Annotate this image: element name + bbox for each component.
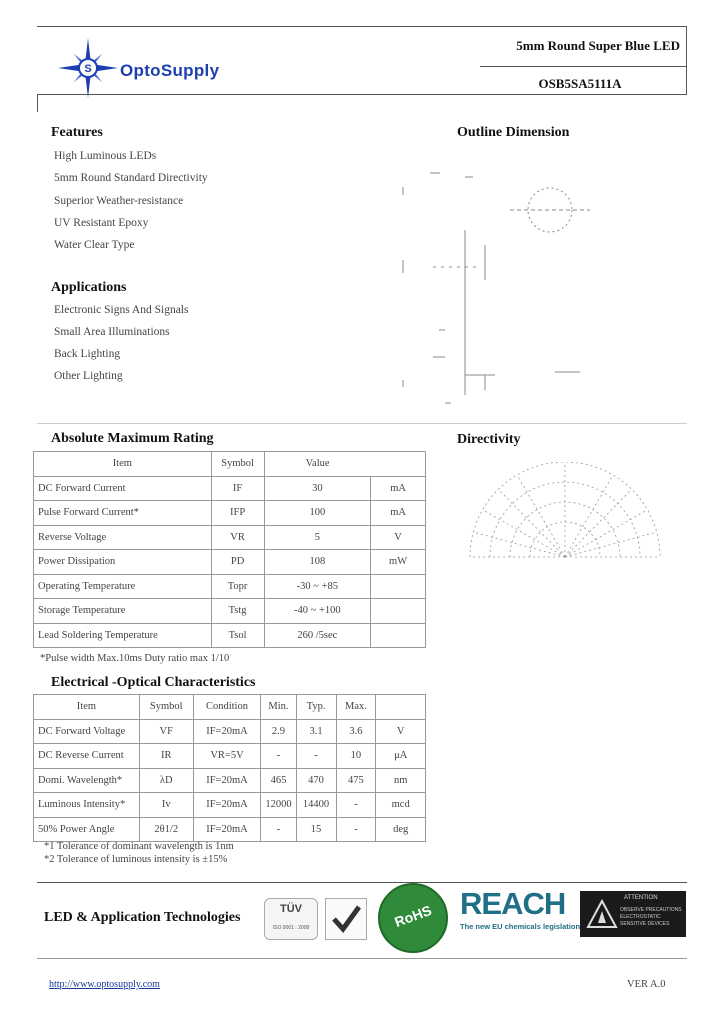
symbol-cell: IF [211, 476, 264, 501]
checkmark-icon [326, 899, 366, 939]
esd-attention-badge [580, 891, 686, 937]
symbol-cell: PD [211, 550, 264, 575]
table-row [34, 793, 426, 818]
features-list [54, 150, 208, 261]
attention-title: ATTENTION [624, 895, 658, 901]
feature-item: UV Resistant Epoxy [54, 216, 149, 229]
symbol-cell: Tsol [211, 623, 264, 648]
unit-cell: deg [376, 817, 426, 842]
item-cell: Power Dissipation [34, 550, 212, 575]
electro-optical-table [33, 694, 426, 842]
item-cell: 50% Power Angle [34, 817, 140, 842]
item-cell: DC Forward Voltage [34, 719, 140, 744]
table-row [34, 744, 426, 769]
logo [58, 38, 118, 98]
typ-cell: 470 [296, 768, 336, 793]
table-row [34, 768, 426, 793]
esd-warning-icon [586, 899, 618, 929]
unit-cell: mcd [376, 793, 426, 818]
rohs-text: RoHS [392, 901, 434, 931]
reach-badge [460, 886, 581, 938]
column-header: Value [264, 452, 371, 477]
item-cell: Pulse Forward Current* [34, 501, 212, 526]
item-cell: DC Reverse Current [34, 744, 140, 769]
directivity-polar-chart [465, 462, 665, 567]
table-row [34, 525, 426, 550]
value-cell: 30 [264, 476, 371, 501]
symbol-cell: IFP [211, 501, 264, 526]
column-header: Max. [336, 695, 376, 720]
table-row [34, 599, 426, 624]
unit-cell: mA [371, 476, 426, 501]
min-cell: 12000 [261, 793, 296, 818]
electro-optical-footnote-1: *1 Tolerance of dominant wavelength is 1nm [44, 841, 234, 852]
max-cell: - [336, 793, 376, 818]
version-label: VER A.0 [627, 979, 666, 990]
absolute-max-heading: Absolute Maximum Rating [51, 431, 214, 446]
table-row [34, 550, 426, 575]
typ-cell: - [296, 744, 336, 769]
feature-item: Water Clear Type [54, 239, 135, 252]
item-cell: Domi. Wavelength* [34, 768, 140, 793]
condition-cell: VR=5V [193, 744, 261, 769]
application-item: Back Lighting [54, 348, 121, 360]
absolute-max-footnote: *Pulse width Max.10ms Duty ratio max 1/10 [40, 653, 230, 664]
table-row [34, 817, 426, 842]
company-line: LED & Application Technologies [44, 910, 241, 925]
item-cell: Storage Temperature [34, 599, 212, 624]
min-cell: - [261, 817, 296, 842]
feature-item: 5mm Round Standard Directivity [54, 172, 208, 185]
feature-item: Superior Weather-resistance [54, 194, 184, 207]
header-left-border [37, 94, 38, 112]
attention-line: OBSERVE PRECAUTIONS [620, 907, 682, 913]
application-item: Other Lighting [54, 370, 123, 382]
unit-cell: nm [376, 768, 426, 793]
column-header: Item [34, 452, 212, 477]
header-divider-top [37, 26, 687, 27]
condition-cell: IF=20mA [193, 768, 261, 793]
brand-name: OptoSupply [120, 61, 220, 80]
item-cell: Reverse Voltage [34, 525, 212, 550]
unit-cell: mW [371, 550, 426, 575]
header-right-border [686, 26, 687, 94]
features-heading: Features [51, 125, 103, 140]
reach-title: REACH [460, 886, 566, 921]
value-cell: 100 [264, 501, 371, 526]
table-row [34, 476, 426, 501]
unit-cell: μA [376, 744, 426, 769]
condition-cell: IF=20mA [193, 719, 261, 744]
footer-rule-bottom [37, 958, 687, 959]
rohs-badge [378, 883, 448, 953]
outline-heading: Outline Dimension [457, 125, 570, 140]
item-cell: Luminous Intensity* [34, 793, 140, 818]
symbol-cell: Tstg [211, 599, 264, 624]
table-row [34, 719, 426, 744]
tuv-brand: TÜV [280, 903, 302, 915]
symbol-cell: VF [139, 719, 193, 744]
website-link[interactable]: http://www.optosupply.com [49, 979, 160, 990]
section-divider [37, 423, 687, 424]
part-number: OSB5SA5111A [538, 76, 622, 91]
value-cell: 108 [264, 550, 371, 575]
symbol-cell: Iv [139, 793, 193, 818]
condition-cell: IF=20mA [193, 817, 261, 842]
unit-cell [371, 574, 426, 599]
unit-cell: V [371, 525, 426, 550]
symbol-cell: λD [139, 768, 193, 793]
feature-item: High Luminous LEDs [54, 150, 157, 162]
value-cell: 5 [264, 525, 371, 550]
value-cell: -30 ~ +85 [264, 574, 371, 599]
attention-line: ELECTROSTATIC [620, 914, 661, 920]
absolute-max-table [33, 451, 426, 648]
quality-check-badge [325, 898, 367, 940]
directivity-heading: Directivity [457, 432, 521, 447]
reach-subtitle: The new EU chemicals legislation [460, 922, 581, 931]
min-cell: 2.9 [261, 719, 296, 744]
max-cell: - [336, 817, 376, 842]
application-item: Electronic Signs And Signals [54, 304, 189, 316]
typ-cell: 14400 [296, 793, 336, 818]
table-header-row [34, 452, 426, 477]
outline-drawing [395, 165, 595, 410]
item-cell: Operating Temperature [34, 574, 212, 599]
electro-optical-footnote-2: *2 Tolerance of luminous intensity is ±15% [44, 854, 228, 865]
typ-cell: 3.1 [296, 719, 336, 744]
logo-star-icon [58, 38, 118, 98]
symbol-cell: VR [211, 525, 264, 550]
item-cell: Lead Soldering Temperature [34, 623, 212, 648]
column-header: Symbol [211, 452, 264, 477]
svg-text:S: S [84, 63, 92, 75]
header-rule [480, 66, 687, 67]
unit-cell: V [376, 719, 426, 744]
unit-cell [371, 623, 426, 648]
value-cell: -40 ~ +100 [264, 599, 371, 624]
max-cell: 475 [336, 768, 376, 793]
footer-rule [37, 882, 687, 883]
column-header: Condition [193, 695, 261, 720]
column-header: Typ. [296, 695, 336, 720]
electro-optical-heading: Electrical -Optical Characteristics [51, 675, 256, 690]
product-title: 5mm Round Super Blue LED [516, 38, 680, 53]
symbol-cell: Topr [211, 574, 264, 599]
typ-cell: 15 [296, 817, 336, 842]
unit-cell: mA [371, 501, 426, 526]
unit-cell [371, 599, 426, 624]
table-row [34, 501, 426, 526]
table-row [34, 623, 426, 648]
table-header-row [34, 695, 426, 720]
attention-line: SENSITIVE DEVICES [620, 921, 670, 927]
symbol-cell: IR [139, 744, 193, 769]
column-header: Item [34, 695, 140, 720]
column-header [376, 695, 426, 720]
max-cell: 3.6 [336, 719, 376, 744]
column-header [371, 452, 426, 477]
min-cell: 465 [261, 768, 296, 793]
tuv-text: ISO 9001 : 2008 [272, 925, 310, 931]
min-cell: - [261, 744, 296, 769]
column-header: Symbol [139, 695, 193, 720]
condition-cell: IF=20mA [193, 793, 261, 818]
tuv-iso-badge [264, 898, 318, 940]
table-row [34, 574, 426, 599]
application-item: Small Area Illuminations [54, 326, 170, 338]
applications-heading: Applications [51, 280, 127, 295]
value-cell: 260 /5sec [264, 623, 371, 648]
column-header: Min. [261, 695, 296, 720]
symbol-cell: 2θ1/2 [139, 817, 193, 842]
item-cell: DC Forward Current [34, 476, 212, 501]
header-divider-bottom [37, 94, 687, 95]
max-cell: 10 [336, 744, 376, 769]
applications-list [54, 304, 188, 392]
